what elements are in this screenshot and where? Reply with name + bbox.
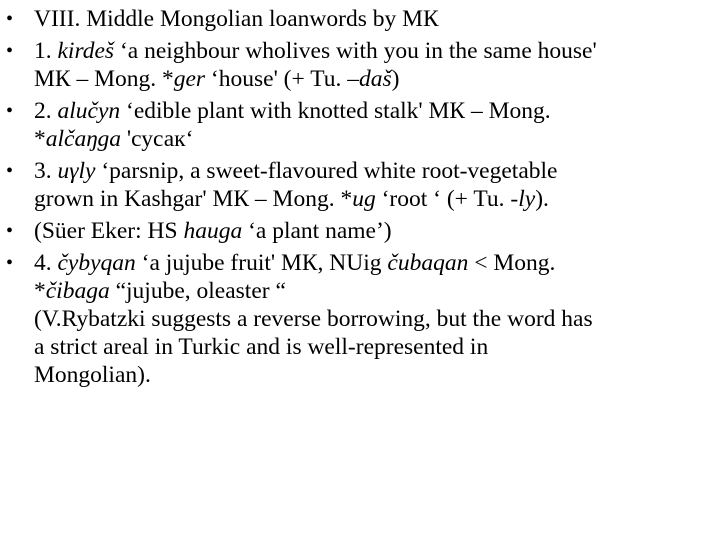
text-segment: ). (535, 186, 549, 212)
bullet-marker: • (6, 220, 14, 242)
text-segment: 3. (34, 158, 58, 184)
bullet-line (34, 97, 712, 125)
italic-term: ly (518, 186, 536, 212)
italic-term: čibaga (45, 278, 110, 304)
bullet-line (34, 277, 712, 305)
text-segment: * (34, 126, 46, 152)
bullet-marker: • (6, 252, 14, 274)
bullet-line (34, 37, 712, 65)
text-segment: 'сусак‘ (121, 126, 194, 152)
italic-term: hauga (183, 218, 243, 244)
text-segment: ‘a neighbour wholives with you in the same house' (114, 38, 597, 64)
text-segment: Mongolian). (34, 362, 151, 388)
italic-term: daš (359, 66, 392, 92)
text-segment: a strict areal in Turkic and is well-represented in (34, 334, 489, 360)
bullet-marker: • (6, 8, 14, 30)
bullet-item (0, 97, 712, 153)
text-segment: 1. (34, 38, 58, 64)
bullet-line (34, 125, 712, 153)
bullet-marker: • (6, 40, 14, 62)
bullet-line (34, 333, 712, 361)
bullet-marker: • (6, 160, 14, 182)
bullet-line (34, 157, 712, 185)
text-segment: ‘parsnip, a sweet-flavoured white root-vegetable (95, 158, 558, 184)
bullet-item (0, 5, 712, 33)
text-segment: МК – Mong. * (34, 66, 174, 92)
text-segment: * (34, 278, 46, 304)
bullet-item (0, 157, 712, 213)
text-segment: ‘root ‘ (+ Tu. - (375, 186, 519, 212)
italic-term: čybyqan (57, 250, 136, 276)
italic-term: ug (352, 186, 376, 212)
italic-term: čubaqan (387, 250, 469, 276)
bullet-line (34, 65, 712, 93)
text-segment: 2. (34, 98, 58, 124)
text-segment: (Süer Eker: HS (34, 218, 184, 244)
italic-term: alučyn (57, 98, 121, 124)
bullet-item (0, 217, 712, 245)
text-segment: ) (391, 66, 400, 92)
italic-term: alčaŋga (45, 126, 122, 152)
text-segment: ‘house' (+ Tu. – (205, 66, 359, 92)
text-segment: grown in Kashgar' МК – Mong. * (34, 186, 353, 212)
text-segment: VIII. Middle Mongolian loanwords by МК (34, 6, 439, 32)
bullet-line (34, 217, 712, 245)
bullet-line (34, 185, 712, 213)
italic-term: uγly (57, 158, 96, 184)
text-segment: ‘a jujube fruit' МК, NUig (135, 250, 388, 276)
text-segment: ‘a plant name’) (242, 218, 392, 244)
text-segment: 4. (34, 250, 58, 276)
text-segment: ‘edible plant with knotted stalk' МК – Mong. (120, 98, 551, 124)
bullet-list (0, 5, 712, 393)
bullet-line (34, 5, 712, 33)
bullet-item (0, 37, 712, 93)
bullet-line (34, 305, 712, 333)
text-segment: < Mong. (468, 250, 556, 276)
bullet-marker: • (6, 100, 14, 122)
italic-term: kirdeš (57, 38, 115, 64)
text-segment: (V.Rybatzki suggests a reverse borrowing, but the word has (34, 306, 593, 332)
bullet-line (34, 361, 712, 389)
text-segment: “jujube, oleaster “ (109, 278, 286, 304)
bullet-item (0, 249, 712, 389)
bullet-line (34, 249, 712, 277)
italic-term: ger (173, 66, 206, 92)
